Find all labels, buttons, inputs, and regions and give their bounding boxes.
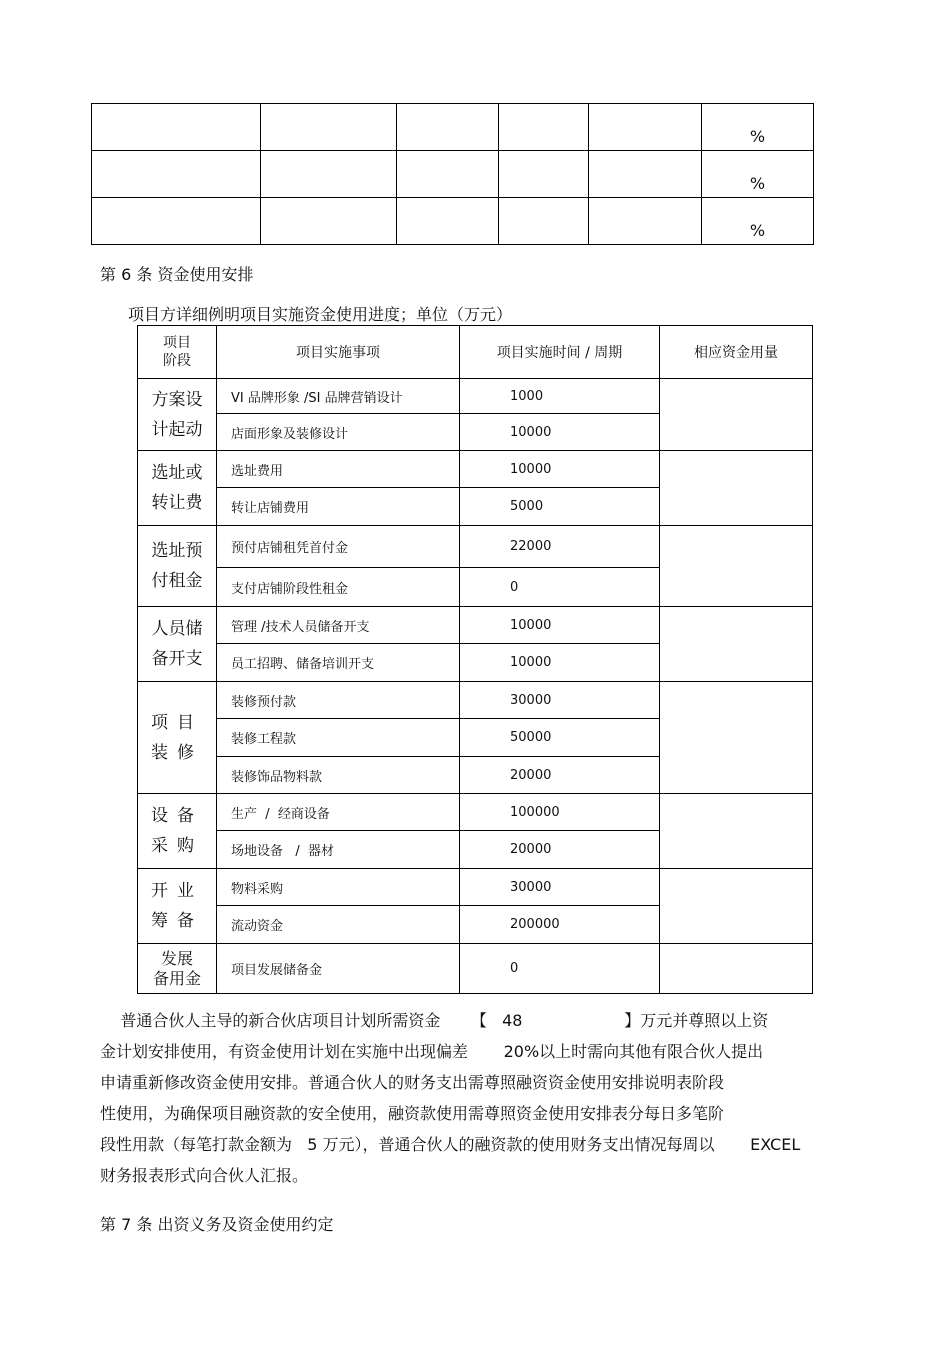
stage-cell: 选址预 付租金 xyxy=(138,526,217,607)
top-table-cell xyxy=(92,198,261,245)
item-cell: 管理 /技术人员储备开支 xyxy=(217,607,460,644)
paragraph-line: 段性用款（每笔打款金额为 5 万元），普通合伙人的融资款的使用财务支出情况每周以 EXCEL xyxy=(100,1135,801,1154)
time-cell: 1000 xyxy=(460,379,660,414)
table-row xyxy=(138,682,813,719)
top-table-cell xyxy=(397,151,499,198)
top-table-row xyxy=(92,151,814,198)
top-table-cell xyxy=(261,151,397,198)
top-table-row xyxy=(92,104,814,151)
stage-cell: 人员储 备开支 xyxy=(138,607,217,682)
paragraph-line: 普通合伙人主导的新合伙店项目计划所需资金 【 48 】万元并尊照以上资 xyxy=(100,1011,769,1030)
item-cell: 店面形象及装修设计 xyxy=(217,414,460,451)
time-cell: 200000 xyxy=(460,906,660,944)
cell-text: % xyxy=(749,221,766,240)
amount-cell xyxy=(660,451,813,526)
item-cell: 装修饰品物料款 xyxy=(217,757,460,794)
top-table-cell xyxy=(499,151,589,198)
amount-cell xyxy=(660,379,813,451)
top-table-cell xyxy=(92,104,261,151)
table-row xyxy=(138,794,813,831)
top-table-cell xyxy=(499,198,589,245)
paragraph-line: 财务报表形式向合伙人汇报。 xyxy=(100,1166,309,1185)
top-table-cell xyxy=(261,104,397,151)
time-cell: 100000 xyxy=(460,794,660,831)
time-cell: 30000 xyxy=(460,682,660,719)
time-cell: 22000 xyxy=(460,526,660,568)
table-row xyxy=(138,869,813,906)
time-cell: 10000 xyxy=(460,414,660,451)
paragraph-line: 申请重新修改资金使用安排。普通合伙人的财务支出需尊照融资资金使用安排说明表阶段 xyxy=(100,1073,725,1092)
paragraph-line: 性使用，为确保项目融资款的安全使用，融资款使用需尊照资金使用安排表分每日多笔阶 xyxy=(100,1104,725,1123)
item-cell: 物料采购 xyxy=(217,869,460,906)
stage-cell: 方案设 计起动 xyxy=(138,379,217,451)
header-amount: 相应资金用量 xyxy=(660,326,813,379)
top-table-cell xyxy=(702,151,814,198)
table-caption: 项目方详细例明项目实施资金使用进度；单位（万元） xyxy=(128,305,513,324)
header-item: 项目实施事项 xyxy=(217,326,460,379)
item-cell: VI 品牌形象 /SI 品牌营销设计 xyxy=(217,379,460,414)
time-cell: 10000 xyxy=(460,451,660,488)
amount-cell xyxy=(660,607,813,682)
item-cell: 员工招聘、储备培训开支 xyxy=(217,644,460,682)
header-stage: 项目 阶段 xyxy=(138,326,217,379)
stage-cell: 发展 备用金 xyxy=(138,944,217,994)
cell-text: % xyxy=(749,127,766,146)
paragraph-line: 金计划安排使用，有资金使用计划在实施中出现偏差 20%以上时需向其他有限合伙人提出 xyxy=(100,1042,764,1061)
time-cell: 30000 xyxy=(460,869,660,906)
funding-paragraph xyxy=(100,1005,880,1191)
time-cell: 50000 xyxy=(460,719,660,757)
top-table-cell xyxy=(397,104,499,151)
fund-schedule-table xyxy=(137,325,813,994)
time-cell: 5000 xyxy=(460,488,660,526)
table-row xyxy=(138,607,813,644)
article-7-title: 第 7 条 出资义务及资金使用约定 xyxy=(100,1215,334,1234)
time-cell: 0 xyxy=(460,568,660,607)
top-table-cell xyxy=(92,151,261,198)
item-cell: 支付店铺阶段性租金 xyxy=(217,568,460,607)
table-row xyxy=(138,451,813,488)
item-cell: 装修工程款 xyxy=(217,719,460,757)
stage-cell: 开业 筹备 xyxy=(138,869,217,944)
table-row xyxy=(138,379,813,414)
stage-cell: 设备 采购 xyxy=(138,794,217,869)
top-table-cell xyxy=(499,104,589,151)
top-table-cell xyxy=(702,198,814,245)
amount-cell xyxy=(660,869,813,944)
item-cell: 转让店铺费用 xyxy=(217,488,460,526)
cell-text: % xyxy=(749,174,766,193)
top-table-cell xyxy=(589,104,702,151)
header-row xyxy=(138,326,813,379)
table-row xyxy=(138,526,813,568)
item-cell: 项目发展储备金 xyxy=(217,944,460,994)
item-cell: 场地设备 / 器材 xyxy=(217,831,460,869)
top-table-row xyxy=(92,198,814,245)
stage-cell: 项目 装修 xyxy=(138,682,217,794)
top-table-cell xyxy=(589,198,702,245)
item-cell: 选址费用 xyxy=(217,451,460,488)
time-cell: 20000 xyxy=(460,757,660,794)
time-cell: 20000 xyxy=(460,831,660,869)
time-cell: 10000 xyxy=(460,607,660,644)
amount-cell xyxy=(660,682,813,794)
top-table-cell xyxy=(261,198,397,245)
amount-cell xyxy=(660,944,813,994)
item-cell: 预付店铺租凭首付金 xyxy=(217,526,460,568)
item-cell: 生产 / 经商设备 xyxy=(217,794,460,831)
item-cell: 装修预付款 xyxy=(217,682,460,719)
top-table xyxy=(91,103,814,245)
top-table-cell xyxy=(397,198,499,245)
time-cell: 10000 xyxy=(460,644,660,682)
top-table-cell xyxy=(589,151,702,198)
header-time: 项目实施时间 / 周期 xyxy=(460,326,660,379)
amount-cell xyxy=(660,794,813,869)
article-6-title: 第 6 条 资金使用安排 xyxy=(100,265,254,284)
stage-cell: 选址或 转让费 xyxy=(138,451,217,526)
top-table-cell xyxy=(702,104,814,151)
table-row xyxy=(138,944,813,994)
item-cell: 流动资金 xyxy=(217,906,460,944)
time-cell: 0 xyxy=(460,944,660,994)
amount-cell xyxy=(660,526,813,607)
